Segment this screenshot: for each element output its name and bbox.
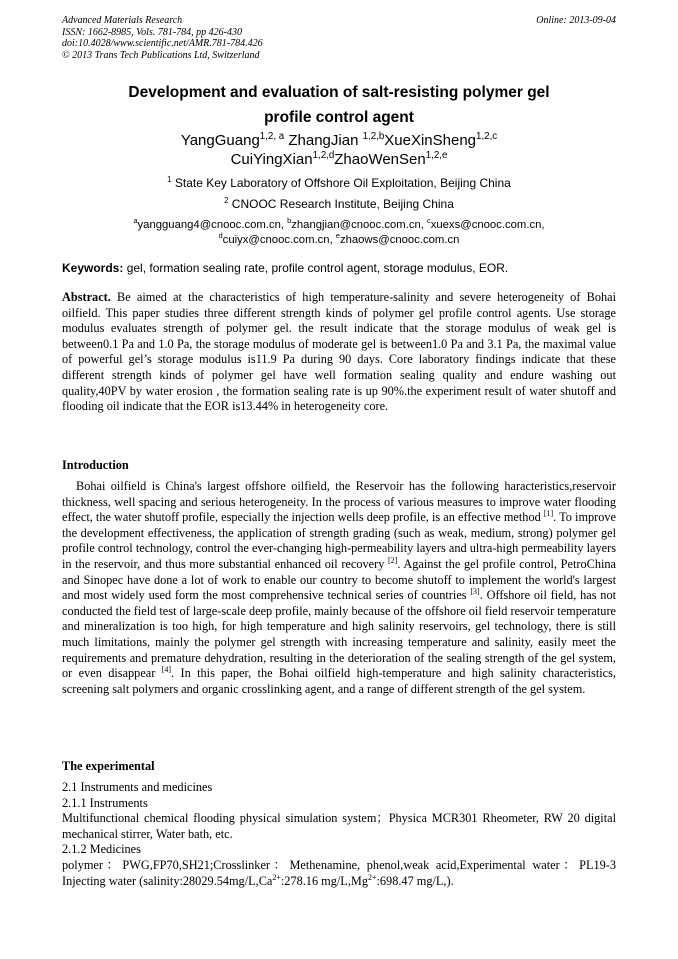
email-line-2 — [62, 233, 616, 248]
introduction-paragraph — [62, 479, 616, 697]
affil-mark: 2 — [224, 196, 229, 205]
medicines-part: polymer：PWG,FP70,SH21;Crosslinker：Methenamine, phenol,weak acid,Experimental water：PL19-3 Injecting water (salinity:28029.54mg/L,Ca — [62, 857, 616, 888]
citation-1[interactable]: [1] — [543, 509, 554, 519]
affil-text: State Key Laboratory of Offshore Oil Exploitation, Beijing China — [171, 176, 511, 190]
author-name: CuiYingXian — [230, 151, 313, 168]
email-mark: c — [427, 216, 431, 226]
author-line-2 — [62, 150, 616, 169]
journal-name: Advanced Materials Research — [62, 15, 183, 26]
subsection-2-1: 2.1 Instruments and medicines — [62, 780, 213, 794]
author-affil-mark: 1,2, a — [259, 131, 285, 142]
author-emails — [62, 218, 616, 248]
author-affil-mark: 1,2,b — [362, 131, 385, 142]
title-line-2: profile control agent — [264, 109, 414, 126]
journal-copyright: © 2013 Trans Tech Publications Ltd, Switzerland — [62, 49, 260, 61]
abstract-label: Abstract. — [62, 290, 111, 304]
subsection-2-1-1: 2.1.1 Instruments — [62, 795, 148, 810]
ion-charge: 2+ — [367, 872, 377, 882]
citation-3[interactable]: [3] — [470, 587, 480, 597]
citation-4[interactable]: [4] — [161, 665, 172, 675]
author-list — [62, 131, 616, 169]
email-mark: a — [133, 216, 138, 226]
journal-header — [62, 15, 616, 61]
intro-text: Bohai oilfield is China's largest offshore oilfield, the Reservoir has the following haracteristics,reservoir thickness, well spacing and serious heterogeneity. In the process of various measures to improve water flooding effect, the water shutoff profile, especially the injection wells deep profile, is an effective method — [62, 479, 616, 525]
medicines-text — [62, 858, 616, 889]
author-line-1 — [62, 131, 616, 150]
citation-2[interactable]: [2] — [388, 555, 398, 565]
affil-mark: 1 — [167, 175, 172, 184]
subsection-2-1-2: 2.1.2 Medicines — [62, 842, 141, 857]
experimental-section — [62, 780, 616, 889]
author-affil-mark: 1,2,c — [476, 131, 498, 142]
affiliation-2 — [62, 197, 616, 212]
author-name: YangGuang — [180, 132, 260, 149]
online-date: Online: 2013-09-04 — [536, 15, 616, 26]
ion-charge: 2+ — [272, 872, 281, 882]
intro-text: . To improve the development effectiveness, the application of strength grading (such as weak, medium, strong) polymer gel profile control technology, control the ever-changing high-permeability layers and ultra-high permeability layers in the reservoir, and thus more substantial enhanced oil recovery — [62, 510, 617, 571]
instruments-text: Multifunctional chemical flooding physical simulation system；Physica MCR301 Rheometer, RW 20 digital mechanical stirrer, Water bath, etc. — [62, 811, 616, 841]
author-affil-mark: 1,2,d — [312, 150, 335, 161]
email-link[interactable]: cuiyx@cnooc.com.cn, — [222, 234, 336, 246]
email-link[interactable]: yangguang4@cnooc.com.cn, — [137, 219, 288, 231]
keywords-label: Keywords: — [62, 261, 124, 275]
introduction-heading: Introduction — [62, 458, 129, 472]
title-line-1: Development and evaluation of salt-resisting polymer gel — [128, 84, 550, 101]
abstract-text: Be aimed at the characteristics of high temperature-salinity and severe heterogeneity of Bohai oilfield. This paper studies three different strength kinds of polymer gel profile control agents. Use storage modulus evaluates strength of polymer gel. the result indicate that the storage modulus of weak gel is between0.1 Pa and 1.0 Pa, the storage modulus of moderate gel is between1.0 Pa and 3.1 Pa, the maximal value of powerful gel’s storage modulus is11.9 Pa during 90 days. Core laboratory findings indicate that these different strength kinds of polymer gel have well formation sealing quality and endure washing out quality,40PV by water erosion , the formation sealing rate is up 90%.the experiment result of water shutoff and flooding oil indicate that the EOR is13.44% in heterogeneity core. — [62, 290, 616, 414]
email-mark: b — [287, 216, 292, 226]
abstract — [62, 290, 616, 415]
author-name: XueXinSheng — [384, 132, 477, 149]
author-name: ZhangJian — [284, 132, 363, 149]
journal-doi: doi:10.4028/www.scientific.net/AMR.781-784.426 — [62, 38, 263, 49]
email-link[interactable]: zhangjian@cnooc.com.cn, — [291, 219, 428, 231]
intro-text: . Against the gel profile control, PetroChina and Sinopec have done a lot of work to enable our country to become shutoff to implement the world's largest and most widely used form the most comprehensive technical series of countries — [62, 556, 616, 603]
email-link[interactable]: xuexs@cnooc.com.cn, — [430, 219, 545, 231]
paper-title — [62, 80, 616, 130]
experimental-heading: The experimental — [62, 759, 155, 773]
keywords-text: gel, formation sealing rate, profile control agent, storage modulus, EOR. — [123, 261, 509, 275]
affiliation-1 — [62, 176, 616, 191]
email-mark: d — [218, 231, 223, 241]
affil-text: CNOOC Research Institute, Beijing China — [228, 197, 454, 211]
author-affil-mark: 1,2,e — [425, 150, 448, 161]
journal-issn: ISSN: 1662-8985, Vols. 781-784, pp 426-430 — [62, 26, 242, 38]
email-mark: e — [335, 231, 340, 241]
email-link[interactable]: zhaows@cnooc.com.cn — [339, 234, 460, 246]
medicines-part: :278.16 mg/L,Mg — [280, 873, 368, 888]
intro-text: . In this paper, the Bohai oilfield high-temperature and high salinity characteristics, screening salt polymers and organic crosslinking agent, and a range of different strength of the gel system. — [62, 666, 616, 696]
medicines-part: :698.47 mg/L,). — [376, 873, 454, 888]
author-name: ZhaoWenSen — [334, 151, 426, 168]
keywords — [62, 261, 622, 276]
intro-text: . Offshore oil field, has not conducted the field test of large-scale deep profile, mainly because of the offshore oil field reservoir temperature and mineralization is too high, for high temperature and high salinity reservoirs, gel technology, there is still much limitations, mainly the polymer gel strength with increasing temperature and salinity, easily meet the requirements and premature dehydration, resulting in the deterioration of the sealing strength of the gel system, or even disappear — [62, 588, 617, 681]
